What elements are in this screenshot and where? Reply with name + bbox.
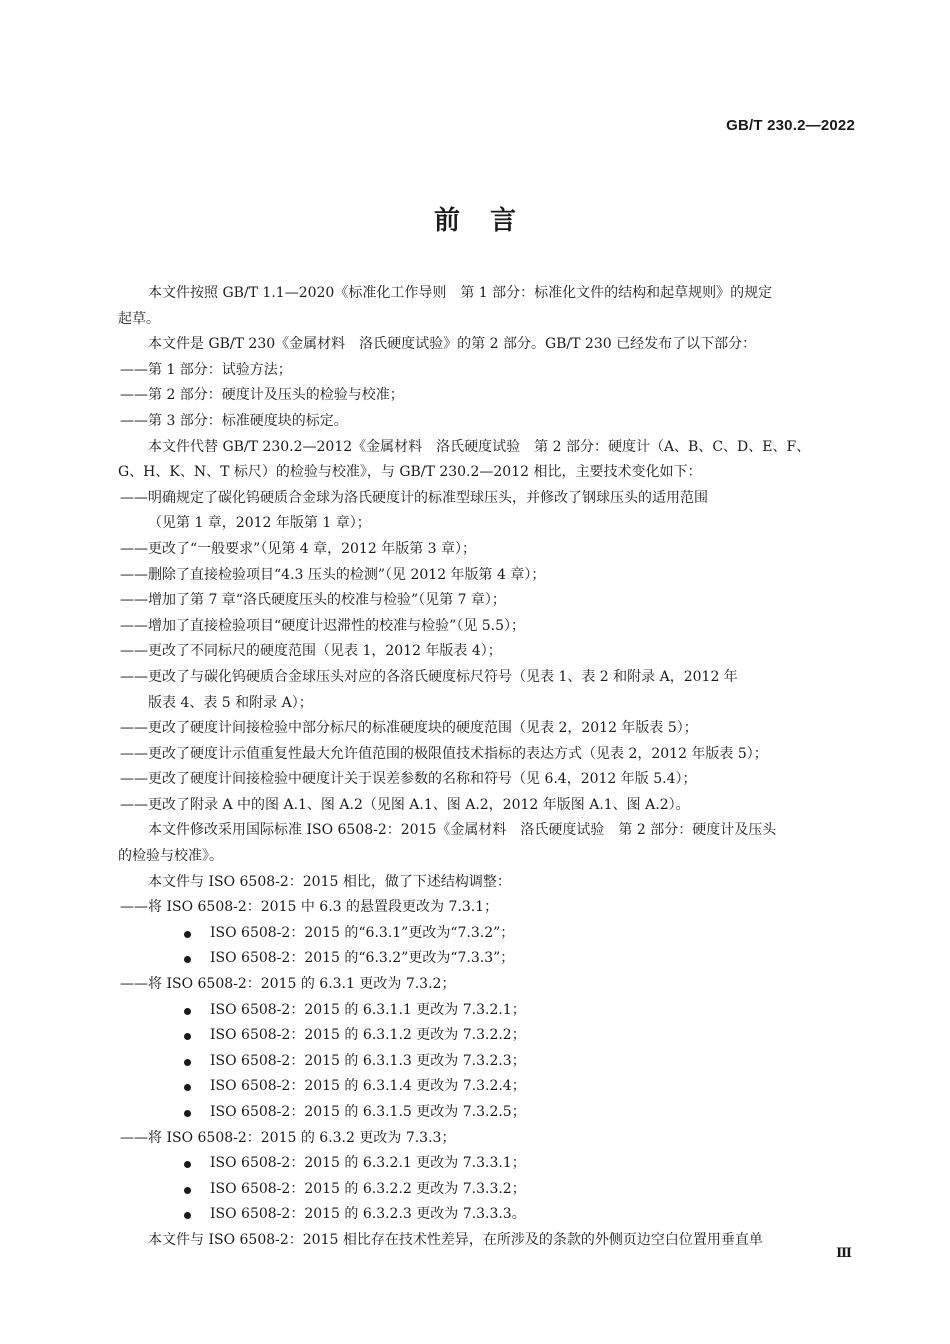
list-item: ——第 3 部分：标准硬度块的标定。 <box>120 412 348 429</box>
list-item-continuation: （见第 1 章，2012 年版第 1 章）； <box>148 515 371 532</box>
paragraph-line: 起草。 <box>118 310 160 327</box>
paragraph-line: 本文件与 ISO 6508-2：2015 相比存在技术性差异，在所涉及的条款的外侧页边空白位置用垂直单 <box>148 1231 763 1248</box>
preface-body <box>118 281 858 1254</box>
bullet-dot-icon <box>184 1008 191 1015</box>
paragraph-line: 的检验与校准》。 <box>118 848 223 865</box>
bullet-dot-icon <box>184 931 191 938</box>
list-item: ——增加了直接检验项目“硬度计迟滞性的校准与检验”（见 5.5）； <box>120 617 526 634</box>
list-item: ——更改了不同标尺的硬度范围（见表 1，2012 年版表 4）； <box>120 643 502 660</box>
page-number: Ⅲ <box>836 1246 852 1261</box>
bullet-item: ISO 6508-2：2015 的“6.3.1”更改为“7.3.2”； <box>118 921 858 947</box>
bullet-item: ISO 6508-2：2015 的 6.3.2.3 更改为 7.3.3.3。 <box>118 1202 858 1228</box>
list-item: ——删除了直接检验项目“4.3 压头的检测”（见 2012 年版第 4 章）； <box>120 566 546 583</box>
list-item: ——将 ISO 6508-2：2015 的 6.3.2 更改为 7.3.3； <box>120 1129 456 1146</box>
list-item: ——更改了“一般要求”（见第 4 章，2012 年版第 3 章）； <box>120 540 477 557</box>
bullet-dot-icon <box>184 1059 191 1066</box>
paragraph-line: 本文件按照 GB/T 1.1—2020《标准化工作导则 第 1 部分：标准化文件的结构和起草规则》的规定 <box>148 285 773 301</box>
paragraph-line: 本文件修改采用国际标准 ISO 6508-2：2015《金属材料 洛氏硬度试验 第 2 部分：硬度计及压头 <box>148 822 777 839</box>
list-item: ——明确规定了碳化钨硬质合金球为洛氏硬度计的标准型球压头，并修改了钢球压头的适用范围 <box>120 489 708 506</box>
page-title: 前言 <box>433 206 546 236</box>
paragraph-line: 本文件代替 GB/T 230.2—2012《金属材料 洛氏硬度试验 第 2 部分：硬度计（A、B、C、D、E、F、 <box>148 438 811 455</box>
bullet-item: ISO 6508-2：2015 的 6.3.1.4 更改为 7.3.2.4； <box>118 1074 858 1100</box>
paragraph-line: 本文件与 ISO 6508-2：2015 相比，做了下述结构调整： <box>148 873 511 890</box>
bullet-item: ISO 6508-2：2015 的 6.3.2.2 更改为 7.3.3.2； <box>118 1177 858 1203</box>
bullet-item: ISO 6508-2：2015 的 6.3.1.1 更改为 7.3.2.1； <box>118 998 858 1024</box>
list-item: ——第 2 部分：硬度计及压头的检验与校准； <box>120 387 404 404</box>
list-item: ——将 ISO 6508-2：2015 的 6.3.1 更改为 7.3.2； <box>120 976 456 993</box>
standard-code: GB/T 230.2—2022 <box>726 117 855 134</box>
list-item: ——第 1 部分：试验方法； <box>120 361 292 378</box>
list-item-continuation: 版表 4、表 5 和附录 A）； <box>148 694 313 711</box>
bullet-item: ISO 6508-2：2015 的 6.3.1.5 更改为 7.3.2.5； <box>118 1100 858 1126</box>
list-item: ——更改了硬度计间接检验中硬度计关于误差参数的名称和符号（见 6.4，2012 年版 5.4）； <box>120 771 697 788</box>
list-item: ——更改了硬度计示值重复性最大允许值范围的极限值技术指标的表达方式（见表 2，2012 年版表 5）； <box>120 745 768 762</box>
bullet-item: ISO 6508-2：2015 的 6.3.2.1 更改为 7.3.3.1； <box>118 1151 858 1177</box>
list-item: ——更改了与碳化钨硬质合金球压头对应的各洛氏硬度标尺符号（见表 1、表 2 和附录 A，2012 年 <box>120 668 738 685</box>
list-item: ——更改了硬度计间接检验中部分标尺的标准硬度块的硬度范围（见表 2，2012 年版表 5）； <box>120 720 698 737</box>
bullet-item: ISO 6508-2：2015 的“6.3.2”更改为“7.3.3”； <box>118 946 858 972</box>
list-item: ——更改了附录 A 中的图 A.1、图 A.2（见图 A.1、图 A.2，2012 年版图 A.1、图 A.2）。 <box>120 796 690 813</box>
list-item: ——将 ISO 6508-2：2015 中 6.3 的悬置段更改为 7.3.1； <box>120 899 499 916</box>
list-item: ——增加了第 7 章“洛氏硬度压头的校准与检验”（见第 7 章）； <box>120 592 506 609</box>
bullet-dot-icon <box>184 1110 191 1117</box>
paragraph-line: 本文件是 GB/T 230《金属材料 洛氏硬度试验》的第 2 部分。GB/T 230 已经发布了以下部分： <box>148 336 757 353</box>
paragraph-line: G、H、K、N、T 标尺）的检验与校准》，与 GB/T 230.2—2012 相比，主要技术变化如下： <box>118 464 702 481</box>
bullet-item: ISO 6508-2：2015 的 6.3.1.3 更改为 7.3.2.3； <box>118 1049 858 1075</box>
bullet-dot-icon <box>184 1187 191 1194</box>
bullet-item: ISO 6508-2：2015 的 6.3.1.2 更改为 7.3.2.2； <box>118 1023 858 1049</box>
